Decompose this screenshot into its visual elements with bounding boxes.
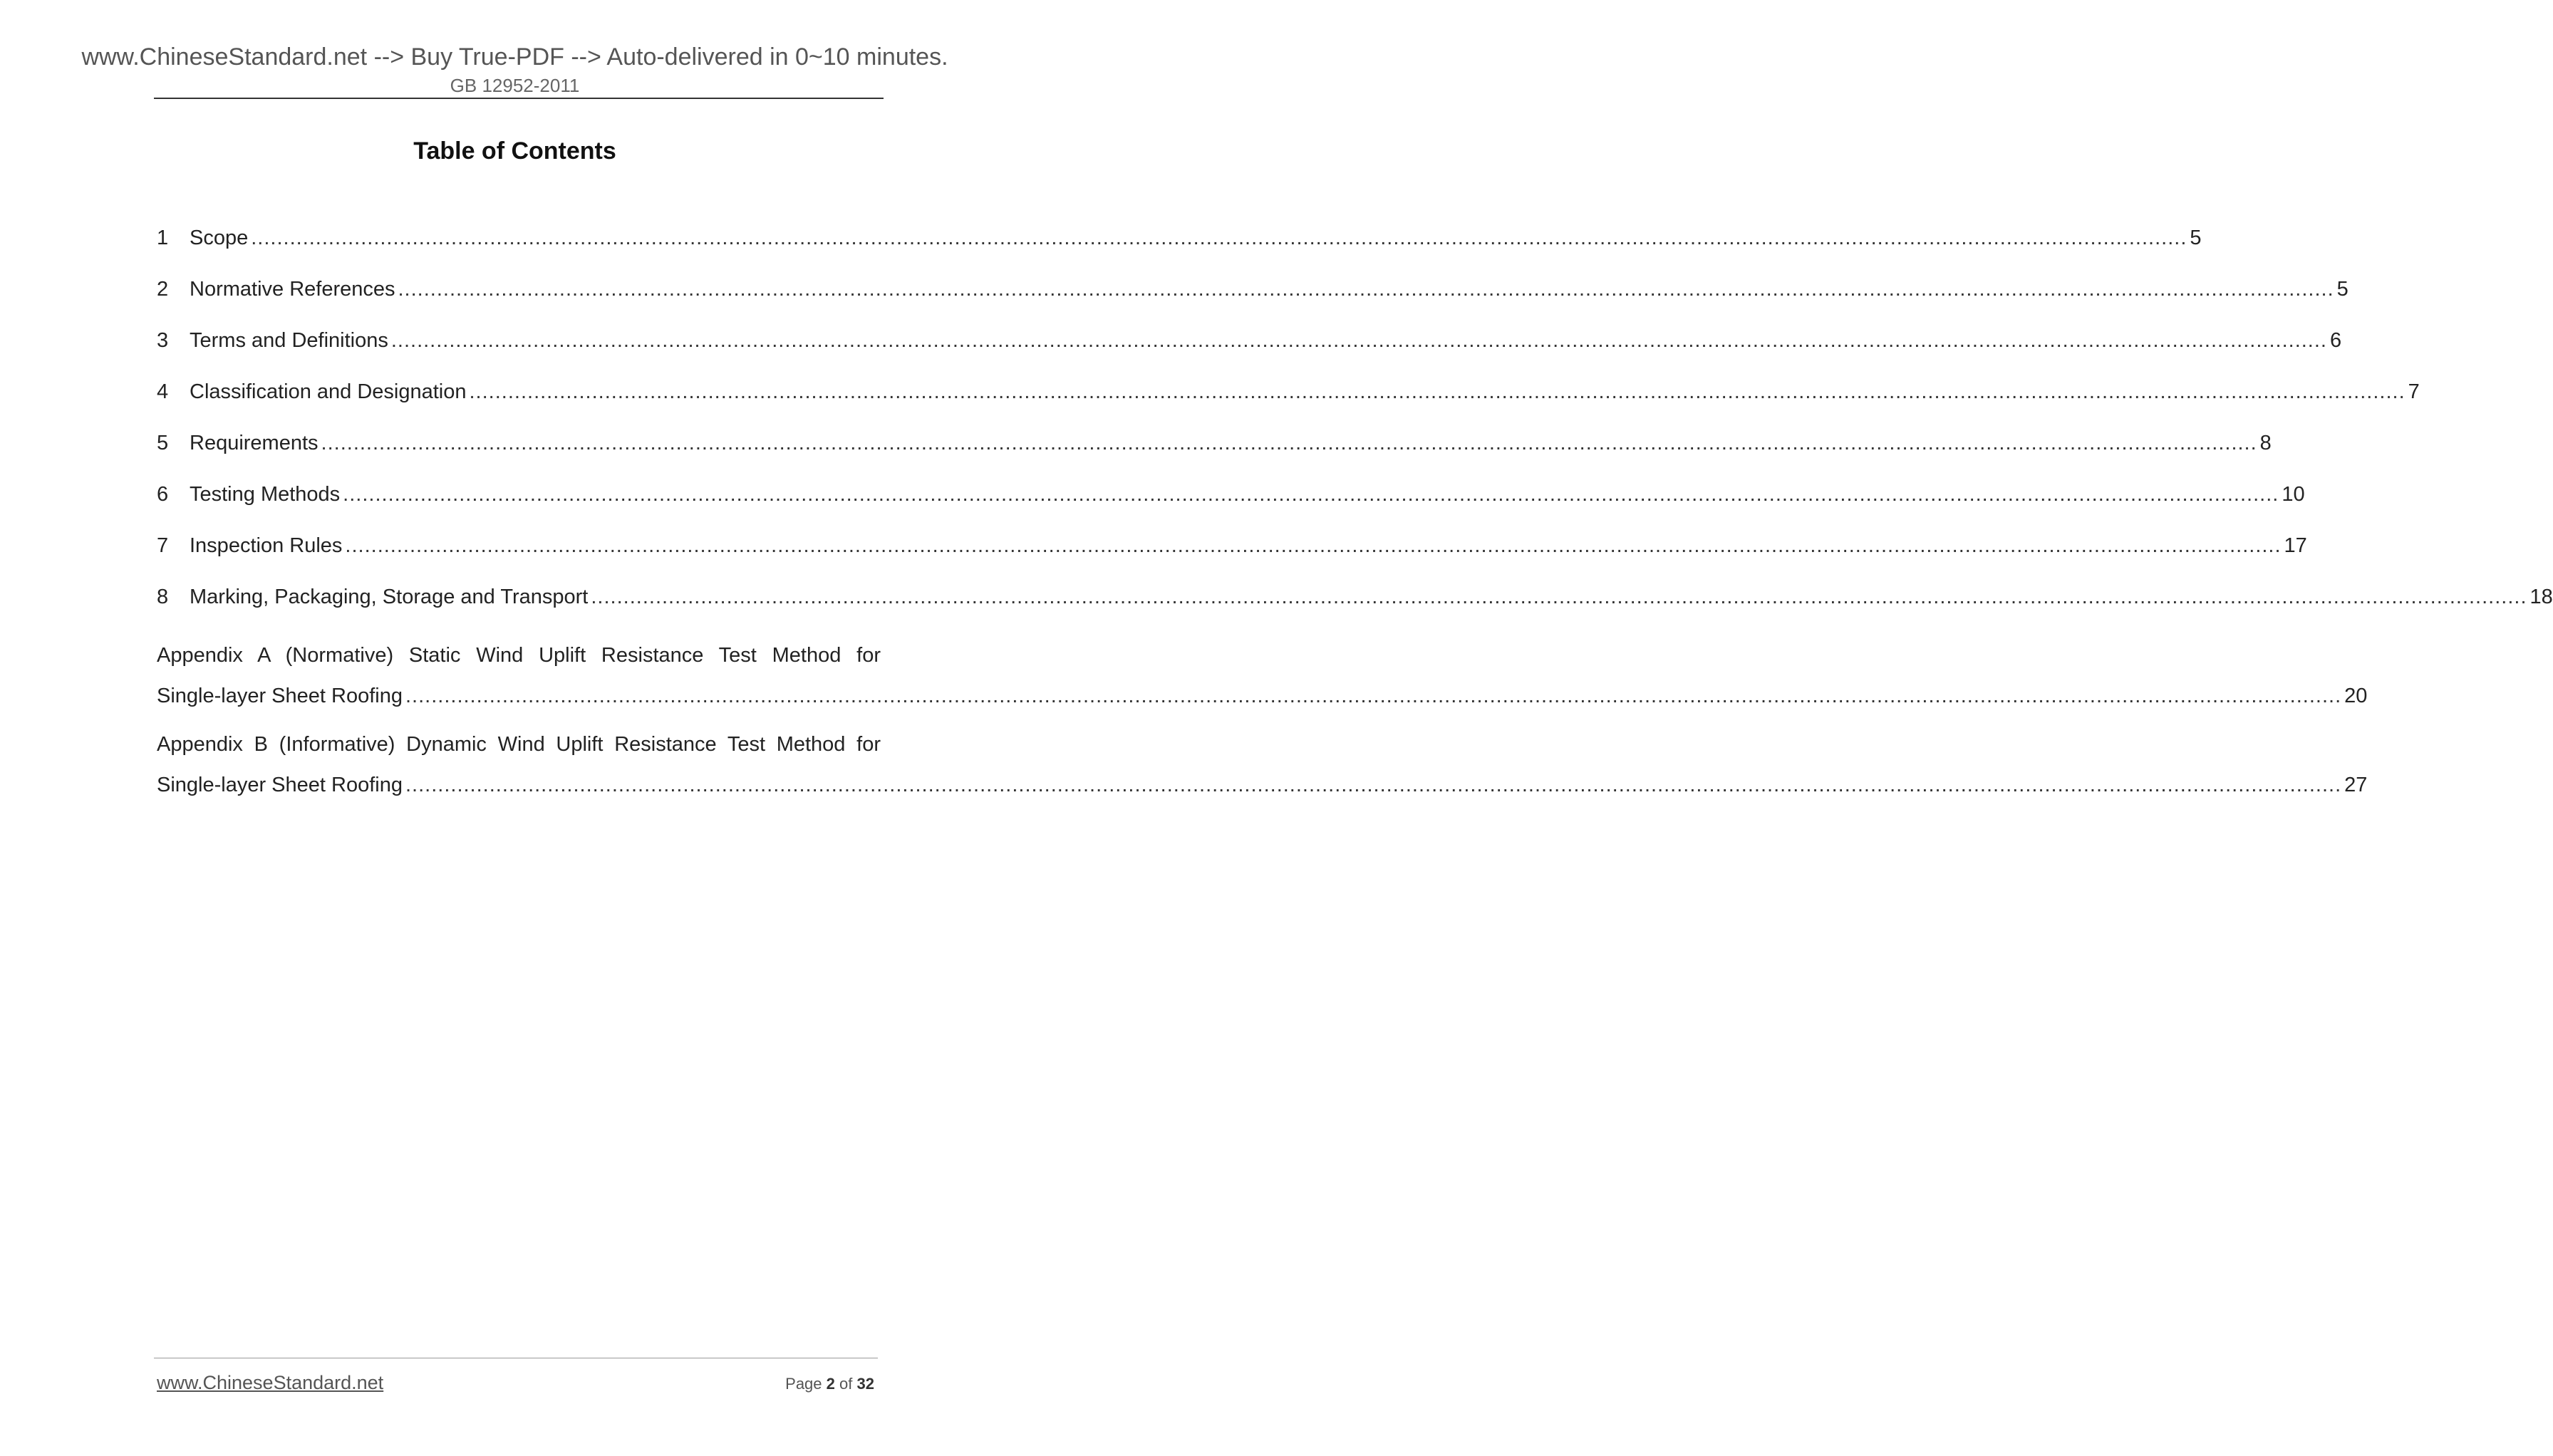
toc-entry-label: Normative References	[190, 278, 395, 301]
toc-leader-dots: ............................................................................................................................................................................................................................................................................................................	[591, 586, 2527, 608]
toc-entry-number: 3	[157, 329, 169, 352]
page-current: 2	[826, 1375, 835, 1393]
toc-entry-page: 5	[2190, 227, 2202, 249]
toc-entry-number: 2	[157, 278, 169, 301]
page-total: 32	[856, 1375, 874, 1393]
page-prefix: Page	[785, 1375, 822, 1393]
toc-entry-normative-references[interactable]	[157, 271, 2349, 322]
toc-entry-number: 4	[157, 380, 169, 403]
toc-entry-page: 17	[2284, 534, 2307, 557]
toc-entry-label: Terms and Definitions	[190, 329, 388, 352]
toc-entry-page: 6	[2329, 329, 2342, 352]
document-id: GB 12952-2011	[450, 75, 580, 96]
toc-entry-label: Scope	[190, 227, 249, 249]
toc-entry-number: 5	[157, 432, 169, 454]
toc-entry-number: 6	[157, 483, 169, 506]
appendix-title-line: Appendix A (Normative) Static Wind Uplift Resistance Test Method for	[157, 644, 881, 667]
toc-entry-label: Testing Methods	[190, 483, 341, 506]
toc-title: Table of Contents	[413, 137, 616, 165]
toc-entry-label: Inspection Rules	[190, 534, 343, 557]
toc-entry-page: 10	[2282, 483, 2305, 506]
toc-entry-appendix-b[interactable]	[157, 724, 2368, 808]
toc-entry-page: 5	[2336, 278, 2349, 301]
toc-leader-dots: ............................................................................................................................................................................................................................................................................................................	[345, 534, 2282, 557]
header-banner: www.ChineseStandard.net --> Buy True-PDF --> Auto-delivered in 0~10 minutes.	[81, 43, 948, 71]
toc-leader-dots: ............................................................................................................................................................................................................................................................................................................	[321, 432, 2257, 454]
toc-entry-number: 7	[157, 534, 169, 557]
toc-list	[157, 219, 2553, 808]
toc-entry-marking-packaging[interactable]	[157, 578, 2553, 630]
toc-entry-page: 7	[2408, 380, 2420, 403]
header-divider	[154, 98, 884, 99]
toc-entry-label: Requirements	[190, 432, 319, 454]
toc-entry-page: 18	[2529, 586, 2553, 608]
toc-leader-dots: ............................................................................................................................................................................................................................................................................................................	[251, 227, 2187, 249]
toc-entry-page: 20	[2344, 685, 2368, 707]
toc-entry-label: Marking, Packaging, Storage and Transport	[190, 586, 589, 608]
toc-entry-testing-methods[interactable]	[157, 476, 2305, 527]
toc-leader-dots: ............................................................................................................................................................................................................................................................................................................	[398, 278, 2334, 301]
toc-entry-page: 27	[2344, 774, 2368, 796]
toc-entry-classification[interactable]	[157, 373, 2420, 425]
toc-entry-requirements[interactable]	[157, 425, 2272, 476]
toc-leader-dots: ............................................................................................................................................................................................................................................................................................................	[405, 774, 2342, 796]
page-number	[785, 1375, 874, 1393]
toc-entry-number: 1	[157, 227, 169, 249]
appendix-title-continuation: Single-layer Sheet Roofing	[157, 685, 403, 707]
toc-entry-inspection-rules[interactable]	[157, 527, 2307, 578]
appendix-title-continuation: Single-layer Sheet Roofing	[157, 774, 403, 796]
toc-leader-dots: ............................................................................................................................................................................................................................................................................................................	[390, 329, 2327, 352]
toc-entry-page: 8	[2259, 432, 2272, 454]
toc-entry-appendix-a[interactable]	[157, 635, 2368, 719]
toc-entry-label: Classification and Designation	[190, 380, 467, 403]
toc-leader-dots: ............................................................................................................................................................................................................................................................................................................	[343, 483, 2279, 506]
toc-leader-dots: ............................................................................................................................................................................................................................................................................................................	[405, 685, 2342, 707]
toc-entry-number: 8	[157, 586, 169, 608]
toc-leader-dots: ............................................................................................................................................................................................................................................................................................................	[469, 380, 2406, 403]
footer-website-link[interactable]: www.ChineseStandard.net	[157, 1372, 384, 1393]
toc-entry-terms-definitions[interactable]	[157, 322, 2342, 373]
toc-entry-scope[interactable]	[157, 219, 2202, 271]
appendix-title-line: Appendix B (Informative) Dynamic Wind Uplift Resistance Test Method for	[157, 733, 881, 756]
page-of: of	[839, 1375, 853, 1393]
